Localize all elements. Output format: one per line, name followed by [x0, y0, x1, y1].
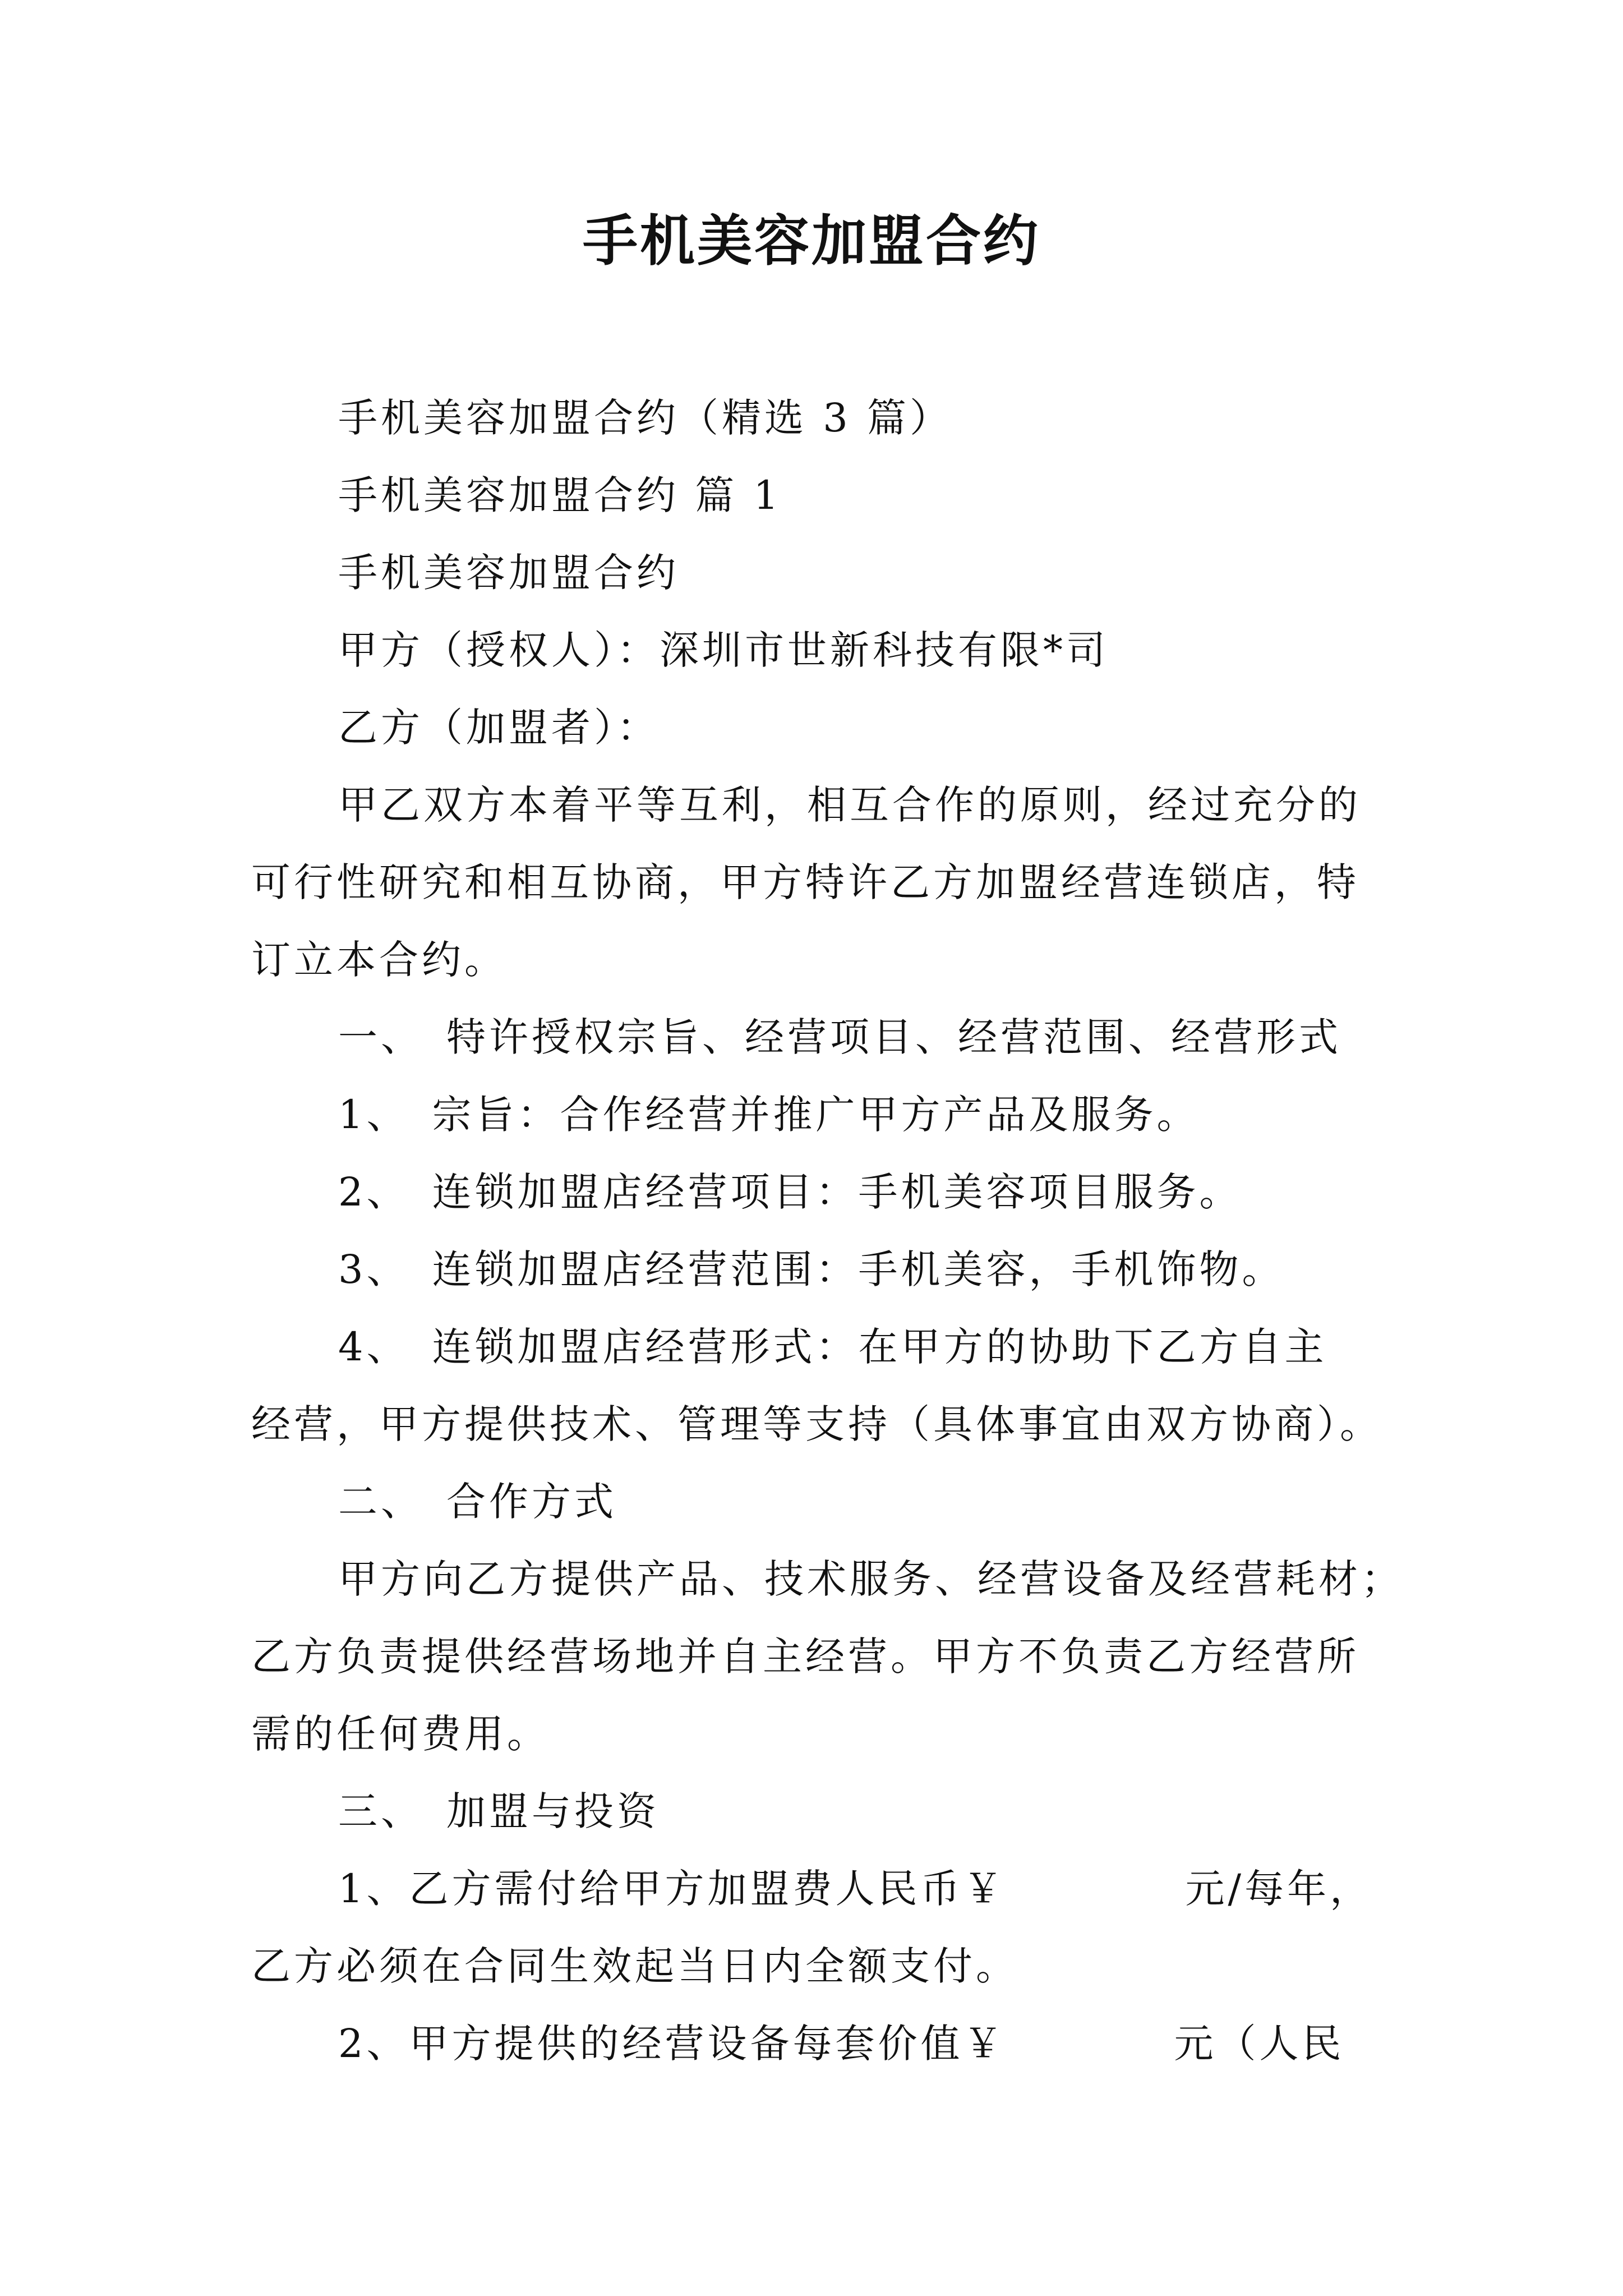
paragraph-line: 4、 连锁加盟店经营形式：在甲方的协助下乙方自主	[338, 1324, 1327, 1370]
paragraph-line: 3、 连锁加盟店经营范围：手机美容，手机饰物。	[338, 1246, 1285, 1292]
paragraph-line: 甲乙双方本着平等互利，相互合作的原则，经过充分的	[338, 782, 1361, 828]
equipment-clause-end: 元（人民	[1174, 2021, 1345, 2067]
paragraph-line: 需的任何费用。	[251, 1711, 550, 1757]
paragraph-line: 乙方（加盟者）：	[338, 705, 660, 751]
paragraph-line: 手机美容加盟合约	[338, 550, 679, 596]
paragraph-line	[251, 1850, 1384, 1927]
fee-clause-end: 元/每年，	[1185, 1866, 1373, 1912]
section-heading: 三、 加盟与投资	[338, 1788, 660, 1834]
paragraph-line: 订立本合约。	[251, 937, 507, 983]
paragraph-line: 甲方向乙方提供产品、技术服务、经营设备及经营耗材；	[338, 1556, 1404, 1602]
paragraph-line: 手机美容加盟合约（精选 3 篇）	[338, 395, 953, 441]
paragraph-line: 甲方（授权人）：深圳市世新科技有限*司	[338, 627, 1109, 673]
equipment-clause-start: 2、甲方提供的经营设备每套价值￥	[338, 2021, 1006, 2067]
paragraph-line: 1、 宗旨：合作经营并推广甲方产品及服务。	[338, 1092, 1200, 1138]
document-body	[251, 379, 1404, 2082]
paragraph-line: 2、 连锁加盟店经营项目：手机美容项目服务。	[338, 1169, 1242, 1215]
paragraph-line: 乙方必须在合同生效起当日内全额支付。	[251, 1943, 1018, 1989]
paragraph-line: 经营，甲方提供技术、管理等支持（具体事宜由双方协商）。	[251, 1401, 1382, 1447]
paragraph-line	[251, 2005, 1384, 2082]
fee-clause-start: 1、乙方需付给甲方加盟费人民币￥	[338, 1866, 1006, 1912]
section-heading: 二、 合作方式	[338, 1479, 617, 1525]
section-heading: 一、 特许授权宗旨、经营项目、经营范围、经营形式	[338, 1014, 1341, 1060]
paragraph-line: 手机美容加盟合约 篇 1	[338, 472, 782, 518]
document-title: 手机美容加盟合约	[582, 209, 1040, 273]
paragraph-line: 可行性研究和相互协商，甲方特许乙方加盟经营连锁店，特	[251, 859, 1359, 905]
paragraph-line: 乙方负责提供经营场地并自主经营。甲方不负责乙方经营所	[251, 1634, 1359, 1680]
